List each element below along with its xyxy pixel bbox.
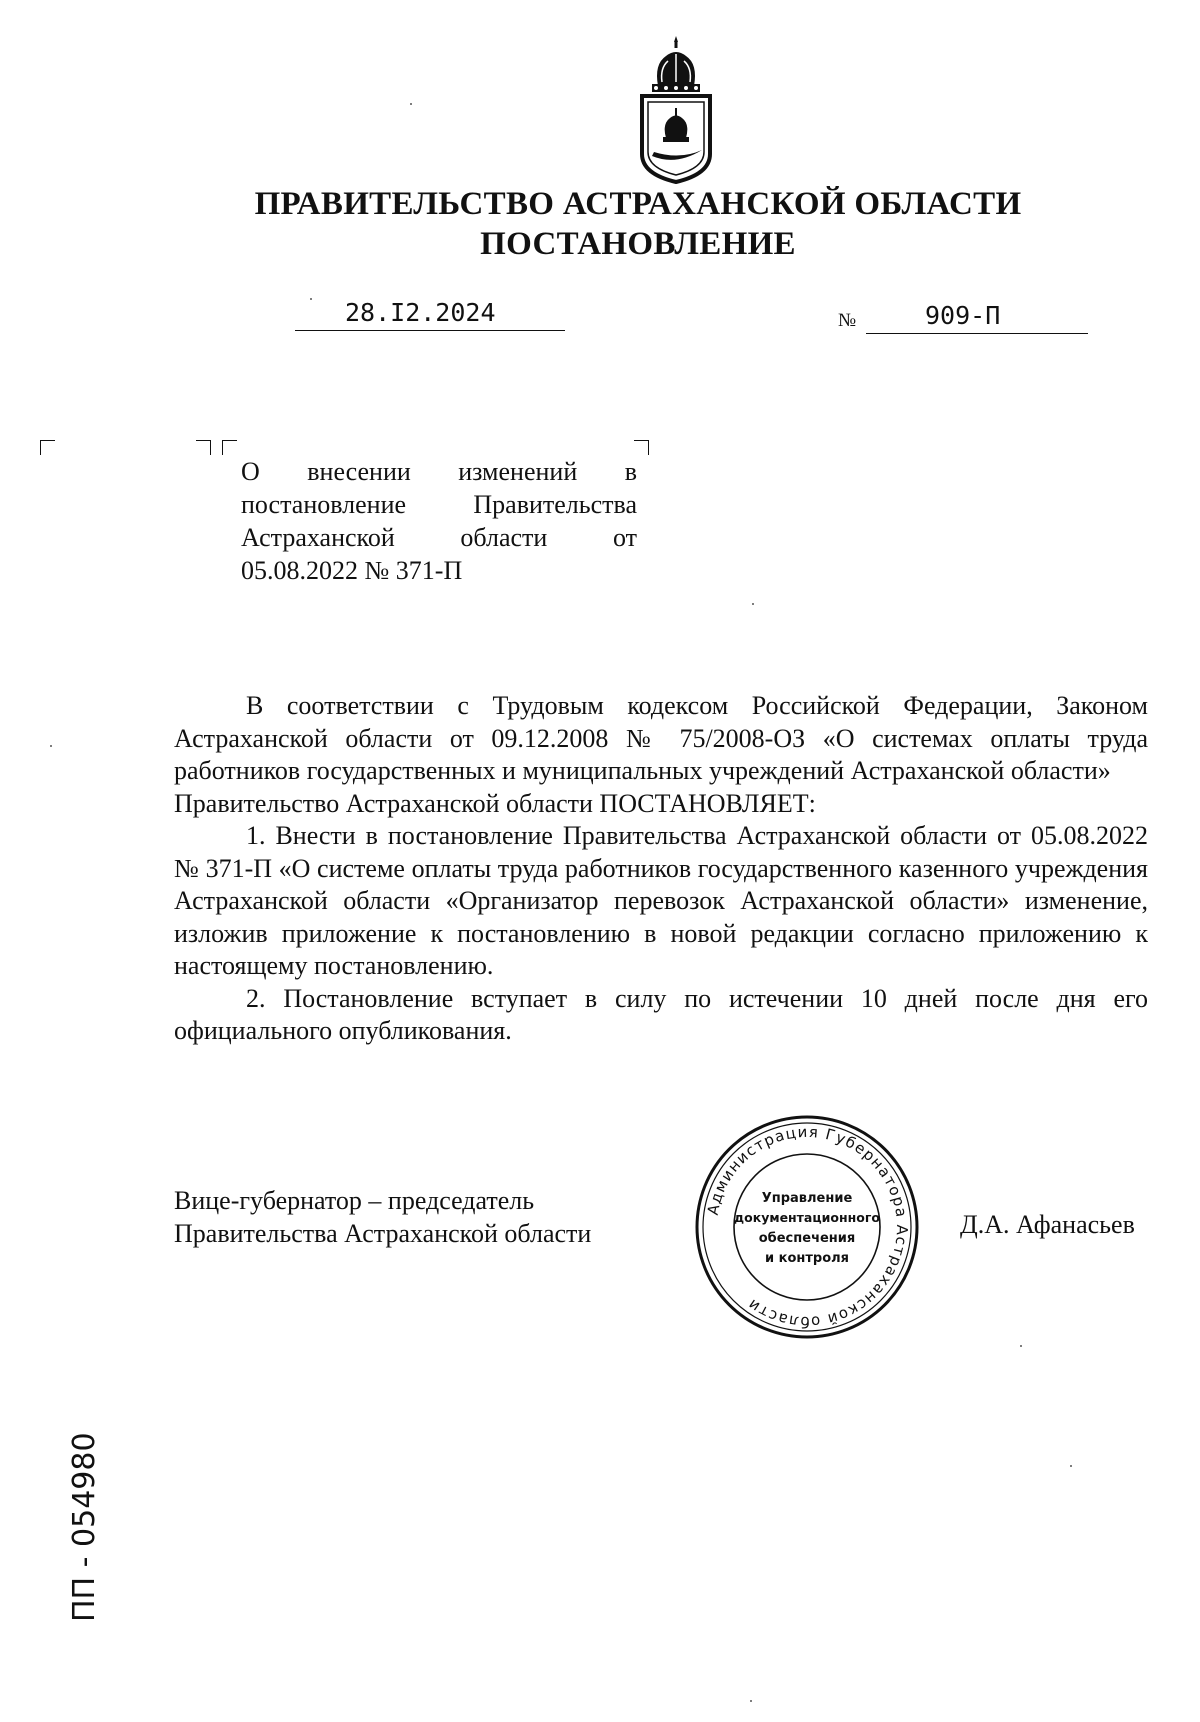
signer-position (174, 1184, 591, 1250)
scan-speck (1020, 1345, 1022, 1347)
registration-date: 28.I2.2024 (345, 298, 496, 327)
preamble-paragraph: В соответствии с Трудовым кодексом Российской Федерации, Законом Астраханской области от 09.12.2008 № 75/2008-ОЗ «О системах оплаты труда работников государственных и муниципальных учреждений Астраханской области» (174, 691, 1148, 785)
left-margin-corner (40, 440, 55, 455)
number-sign: № (838, 310, 857, 331)
document-type: ПОСТАНОВЛЕНИЕ (480, 226, 796, 262)
stamp-inner-line3: обеспечения (758, 1231, 856, 1246)
date-underline (295, 330, 565, 331)
serial-text: ПП - 054980 (67, 1432, 102, 1622)
signer-position-line1: Вице-губернатор – председатель (174, 1186, 535, 1215)
coat-of-arms-emblem (636, 34, 716, 184)
scan-speck (50, 745, 52, 747)
stamp-outer-text: Администрация Губернатора Астраханской области (703, 1122, 912, 1332)
blank-serial-number (58, 1370, 102, 1625)
stamp-inner-line2: документационного (734, 1210, 880, 1225)
document-body (174, 690, 1148, 1048)
signer-position-line2: Правительства Астраханской области (174, 1219, 592, 1248)
scan-speck (410, 103, 412, 105)
official-stamp (692, 1112, 922, 1342)
subject-bracket-a (196, 440, 211, 455)
scan-speck (1070, 1465, 1072, 1467)
stamp-inner-line1: Управление (761, 1191, 853, 1206)
item-2-paragraph: 2. Постановление вступает в силу по истечении 10 дней после дня его официального опубликования. (174, 983, 1148, 1045)
stamp-inner-line4: и контроля (764, 1251, 850, 1266)
subject-bracket-c (634, 440, 649, 455)
item-1-paragraph: 1. Внести в постановление Правительства Астраханской области от 05.08.2022 № 371-П «О системе оплаты труда работников государственного казенного учреждения Астраханской области «Организатор перевозок Астраханской области» изменение, изложив приложение к постановлению в новой редакции согласно приложению к настоящему постановлению. (174, 821, 1148, 980)
resolves-paragraph: Правительство Астраханской области ПОСТАНОВЛЯЕТ: (174, 788, 816, 818)
number-underline (866, 333, 1088, 334)
subject-bracket-b (222, 440, 237, 455)
scan-speck (752, 603, 754, 605)
scan-speck (750, 1700, 752, 1702)
signer-name: Д.А. Афанасьев (960, 1210, 1135, 1239)
document-subject: О внесении изменений в постановление Правительства Астраханской области от 05.08.2022 № 371-П (241, 457, 637, 585)
registration-number: 909-П (925, 301, 1001, 330)
scan-speck (310, 298, 312, 300)
government-title: ПРАВИТЕЛЬСТВО АСТРАХАНСКОЙ ОБЛАСТИ (254, 186, 1022, 222)
